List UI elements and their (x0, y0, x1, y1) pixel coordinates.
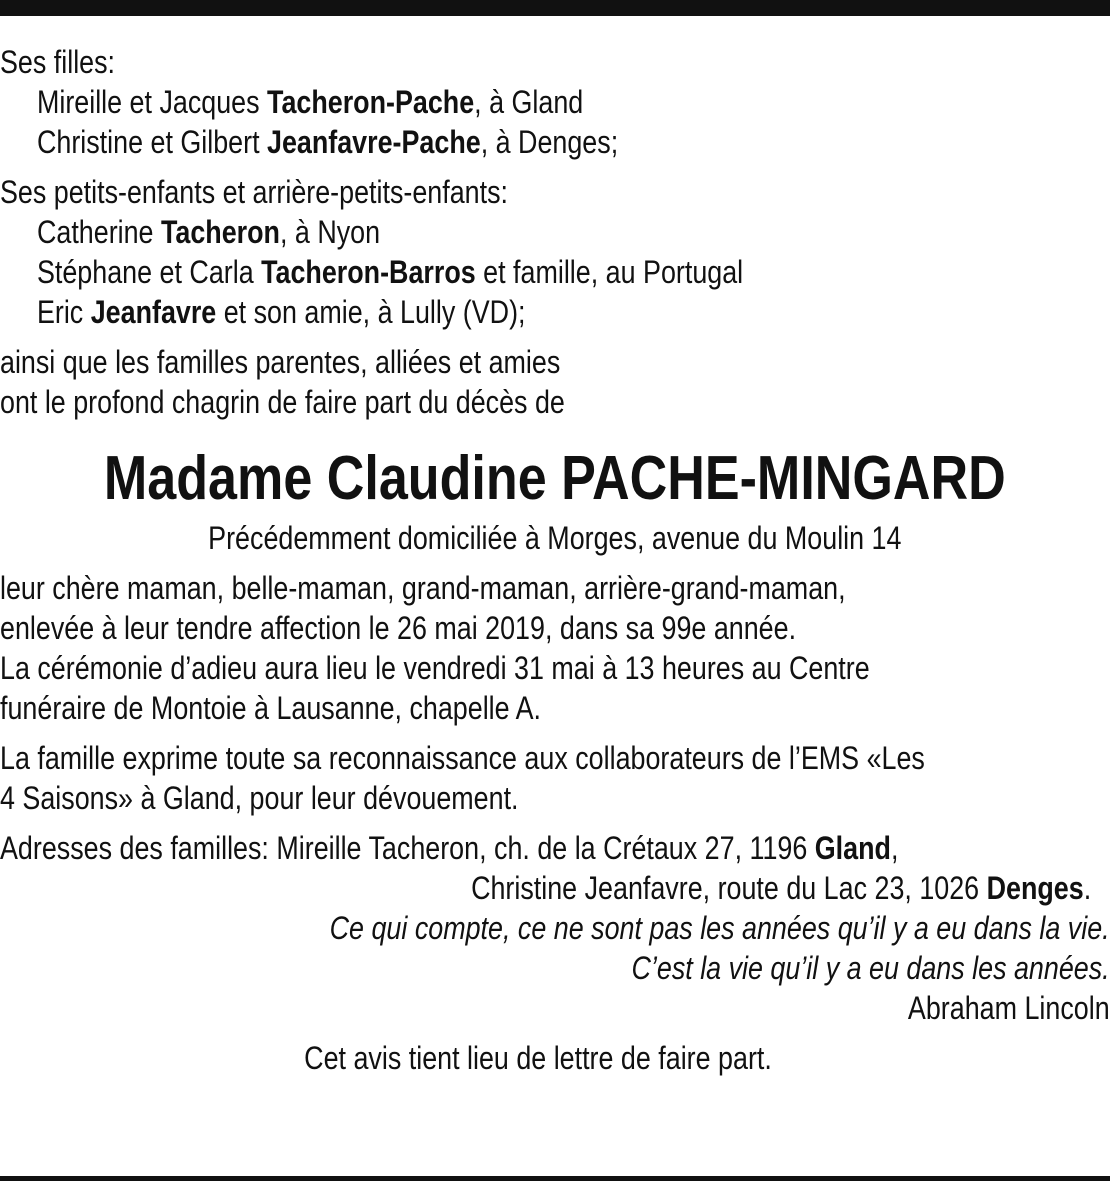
addresses-line (0, 868, 1110, 908)
quote-line: C’est la vie qu’il y a eu dans les années. (631, 950, 1110, 986)
obituary-notice (0, 42, 1110, 1078)
text: , à Gland (474, 84, 584, 120)
text: . (1083, 870, 1092, 906)
body-line: enlevée à leur tendre affection le 26 mai 2019, dans sa 99e année. (0, 610, 797, 646)
ceremony-line: La cérémonie d’adieu aura lieu le vendredi 31 mai à 13 heures au Centre (0, 650, 870, 686)
family-name: Tacheron-Pache (267, 84, 475, 120)
closing-line: Cet avis tient lieu de lettre de faire part. (304, 1040, 772, 1076)
daughter-line (0, 82, 1110, 122)
addresses-line (0, 828, 1110, 868)
grandchildren-heading: Ses petits-enfants et arrière-petits-enfants: (0, 174, 508, 210)
quote-line: Ce qui compte, ce ne sont pas les années qu’il y a eu dans la vie. (329, 910, 1110, 946)
gratitude-line: 4 Saisons» à Gland, pour leur dévouement. (0, 780, 519, 816)
previous-address: Précédemment domiciliée à Morges, avenue du Moulin 14 (208, 520, 902, 556)
gratitude-line: La famille exprime toute sa reconnaissance aux collaborateurs de l’EMS «Les (0, 740, 925, 776)
text: Christine Jeanfavre, route du Lac 23, 1026 (471, 870, 987, 906)
text: Mireille et Jacques (36, 84, 268, 120)
text: Eric (36, 294, 91, 330)
text: et son amie, à Lully (VD); (216, 294, 526, 330)
text: Adresses des familles: Mireille Tacheron, ch. de la Crétaux 27, 1196 (0, 830, 815, 866)
text: Catherine (36, 214, 161, 250)
family-name: Jeanfavre-Pache (267, 124, 481, 160)
text: , à Nyon (279, 214, 381, 250)
daughter-line (0, 122, 1110, 162)
body-line: leur chère maman, belle-maman, grand-maman, arrière-grand-maman, (0, 570, 846, 606)
text: , à Denges; (480, 124, 619, 160)
deceased-name: Madame Claudine PACHE-MINGARD (103, 444, 1006, 513)
grandchild-line (0, 292, 1110, 332)
grandchild-line (0, 212, 1110, 252)
locality: Gland (814, 830, 891, 866)
locality: Denges (986, 870, 1084, 906)
ceremony-line: funéraire de Montoie à Lausanne, chapelle A. (0, 690, 541, 726)
text: Christine et Gilbert (36, 124, 268, 160)
text: et famille, au Portugal (475, 254, 744, 290)
family-name: Tacheron (160, 214, 280, 250)
daughters-heading: Ses filles: (0, 44, 116, 80)
intro-line: ainsi que les familles parentes, alliées et amies (0, 344, 561, 380)
text: , (890, 830, 899, 866)
top-rule (0, 0, 1110, 16)
family-name: Jeanfavre (90, 294, 217, 330)
quote-author: Abraham Lincoln (907, 990, 1110, 1026)
bottom-rule (0, 1176, 1110, 1181)
text: Stéphane et Carla (36, 254, 262, 290)
family-name: Tacheron-Barros (261, 254, 476, 290)
grandchild-line (0, 252, 1110, 292)
intro-line: ont le profond chagrin de faire part du décès de (0, 384, 565, 420)
